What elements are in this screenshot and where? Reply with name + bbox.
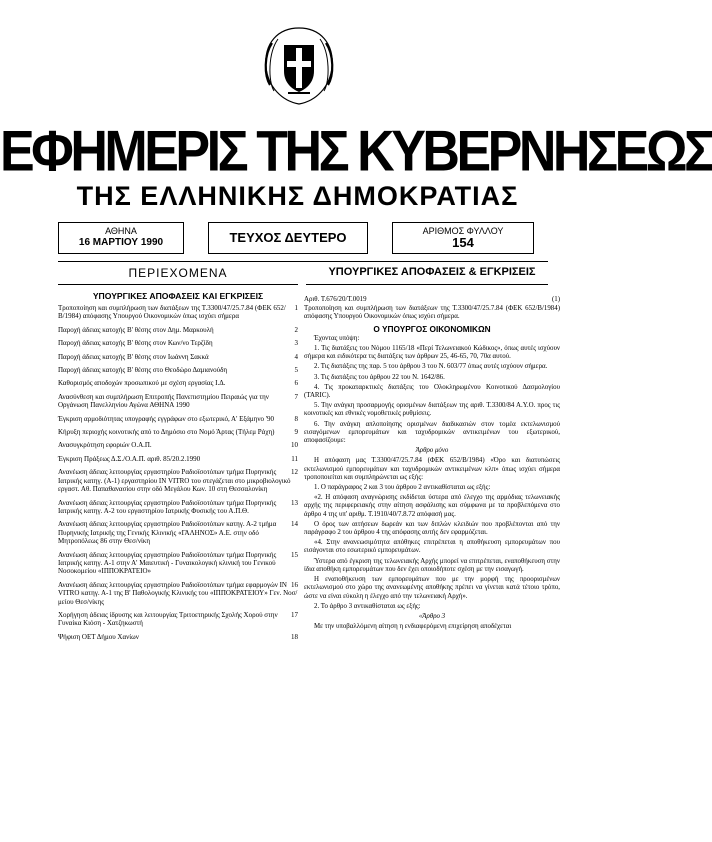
table-of-contents — [58, 304, 298, 646]
toc-entry-page: 8 — [294, 414, 298, 423]
toc-entry — [58, 366, 298, 374]
minister-heading: Ο ΥΠΟΥΡΓΟΣ ΟΙΚΟΝΟΜΙΚΩΝ — [373, 323, 491, 334]
toc-entry-page: 1 — [294, 304, 298, 312]
having-regard: Έχοντας υπόψη: — [314, 334, 360, 342]
gazette-title: ΕΦΗΜΕΡΙΣ ΤΗΣ ΚΥΒΕΡΝΗΣΕΩΣ — [0, 120, 712, 184]
sheet-number: 154 — [452, 235, 474, 250]
para-1: 1. Τις διατάξεις του Νόμου 1165/18 «Περί Τελωνειακού Κώδικος», όπως αυτές ισχύουν σήμερα και ειδικότερα τις διατάξεις των άρθρων 25, 46-65, 70, 70α αυτού. — [304, 345, 560, 361]
issue-date-box — [58, 222, 184, 254]
toc-entry-text: Παροχή άδειας κατοχής Β' θέσης στον Ιωάννη Σακκά — [58, 352, 209, 361]
sheet-number-box — [392, 222, 534, 254]
toc-entry — [58, 581, 298, 606]
amend-4: «4. Στην ανανεωσιμότητα απόθηκες επιτρέπεται η αποθήκευση εμπορευμάτων που εισάγονται στο εσωτερικό εμπορευμάτων. — [304, 539, 560, 555]
toc-entry-page: 7 — [294, 392, 298, 401]
toc-entry-page: 6 — [294, 379, 298, 388]
toc-entry-text: Παροχή άδειας κατοχής Β' θέσης στον Κων/νο Τερζίδη — [58, 339, 213, 348]
section-heading: ΥΠΟΥΡΓΙΚΕΣ ΑΠΟΦΑΣΕΙΣ & ΕΓΚΡΙΣΕΙΣ — [328, 266, 536, 278]
toc-entry-text: Ανασυγκρότηση εφοριών Ο.Α.Π. — [58, 441, 152, 450]
gazette-subtitle: ΤΗΣ ΕΛΛΗΝΙΚΗΣ ΔΗΜΟΚΡΑΤΙΑΣ — [76, 181, 519, 211]
toc-heading: ΠΕΡΙΕΧΟΜΕΝΑ — [128, 266, 228, 280]
para-4: 4. Τις προκαταρκτικές διατάξεις του Ολοκληρωμένου Κοινοτικού Δασμολογίου (ΤΑRIC). — [304, 383, 560, 400]
toc-entry-page: 16 — [291, 580, 298, 589]
toc-entry-text: Ανανέωση άδειας λειτουργίας εργαστηρίου Ραδιοϊσοτόπων τμήμα Πυρηνικής Ιατρικής κατηγ. Α-2 του εργαστηρίου Ιατρικής Φυσικής του Α.Π.Θ. — [58, 498, 277, 515]
toc-entry-text: Έγκριση αρμοδιότητας υπογραφής εγγράφων στο εξωτερικό, Α' Εξάμηνο '90 — [58, 414, 275, 423]
toc-heading-rule — [58, 284, 298, 285]
toc-entry — [58, 633, 298, 641]
decision-ref-number: (1) — [551, 296, 560, 303]
toc-entry — [58, 428, 298, 436]
toc-entry-page: 10 — [291, 441, 298, 450]
toc-entry — [58, 468, 298, 493]
toc-entry — [58, 339, 298, 347]
toc-entry-text: Χορήγηση άδειας ίδρυσης και λειτουργίας Τριτοετηρικής Σχολής Χορού στην Γυναίκα Κιόση - Χατζηκωστή — [58, 610, 278, 628]
toc-entry — [58, 304, 298, 321]
amend-3: Ο όρος των αιτήσεων δωρεάν και των διπλών κλειδιών που προβλέπονται από την παράγραφο 2 του άρθρου 4 της απόφασης αυτής δεν εφαρμόζεται. — [304, 520, 560, 537]
toc-entry — [58, 551, 298, 576]
amend-9: Με την υποβαλλόμενη αίτηση η ενδιαφερόμενη επιχείρηση αποδέχεται — [314, 623, 512, 631]
toc-entry — [58, 326, 298, 334]
issue-city: ΑΘΗΝΑ — [105, 226, 137, 236]
toc-entry-page: 4 — [294, 352, 298, 361]
toc-entry-text: Καθορισμός αποδοχών προσωπικού με σχέση εργασίας Ι.Δ. — [58, 379, 226, 388]
toc-entry — [58, 415, 298, 423]
article-3-title: «Άρθρο 3 — [418, 612, 446, 620]
amend-6: Η εναποθήκευση των εμπορευμάτων που με την μορφή της προορισμένων εκτελωνισμού στο χώρο της ανανεωμένης αποθήκης πρέπει να γίνεται κατά τέτοιο τρόπο, ώστε να είναι εύκολη η έλεγχο από την τελωνειακή Αρχή». — [304, 576, 560, 600]
coat-of-arms-emblem — [258, 25, 340, 107]
toc-entry-text: Ανανέωση άδειας λειτουργίας εργαστηρίου Ραδιοϊσοτόπων κατηγ. Α-2 τμήμα Πυρηνικής Ιατρικής της Γενικής Κλινικής «ΓΑΛΗΝΟΣ» Α.Ε. στην οδό Μητροπόλεως 86 στην Θεσ/νίκη — [58, 520, 277, 546]
article-text: Η απόφαση μας Τ.3300/47/25.7.84 (ΦΕΚ 652/Β/1984) «Όρο και διατυπώσεις εκτελωνισμού εμπορευμάτων και ταχυδρομικών αντικειμένων κλπ» όπως ισχύει σήμερα τροποποιείται και συμπληρώνεται ως εξής: — [304, 457, 560, 481]
toc-entry-text: Ανασύνθεση και συμπλήρωση Επιτροπής Πανεπιστημίου Πειραιώς για την Οργάνωση Πανελληνίου Αγώνα ΑΘΗΝΑ 1990 — [58, 392, 269, 410]
toc-entry-page: 13 — [291, 498, 298, 507]
toc-entry-text: Τροποποίηση και συμπλήρωση των διατάξεων της Τ.3300/47/25.7.84 (ΦΕΚ 652/Β/1984) απόφασης Υπουργού Οικονομικών όπως ισχύει σήμερα — [58, 304, 286, 321]
toc-entry-page: 15 — [291, 550, 298, 559]
toc-entry-text: Παροχή άδειας κατοχής Β' θέσης στο Θεοδώρο Δαμιανούδη — [58, 366, 228, 375]
toc-entry — [58, 441, 298, 449]
amend-5: Ύστερα από έγκριση της τελωνειακής Αρχής μπορεί να επιτρέπεται, εναποθήκευση στην ίδια αποθήκη εμπορευμάτων που δεν έχει οποιοδήποτε σχέση με την εισαγωγή. — [304, 557, 560, 573]
header-rule — [58, 261, 548, 262]
toc-entry — [58, 611, 298, 628]
article-title: Άρθρο μόνο — [415, 447, 449, 455]
toc-entry-page: 9 — [294, 428, 298, 437]
toc-entry-text: Έγκριση Πράξεως Δ.Σ./Ο.Α.Π. αριθ. 85/20.2.1990 — [58, 454, 201, 463]
toc-entry-text: Ανανέωση άδειας λειτουργίας εργαστηρίου Ραδιοϊσοτόπων τμήμα Πυρηνικής Ιατρικής κατηγ. (Α-1) εργαστηρίου IN VITRO του στεγάζεται στο μικροβιολογικό εργαστ. Αθ. Παπαθανασίου στην οδό Μεγάλου Κων. 10 στη Θεσσαλονίκη — [58, 468, 291, 494]
toc-entry-page: 5 — [294, 366, 298, 375]
toc-entry-text: Κήρυξη περιοχής κοινοτικής από το Δημόσιο στο Νομό Άρτας (Τήλεμ Ράχη) — [58, 428, 275, 437]
issue-type-box: ΤΕΥΧΟΣ ΔΕΥΤΕΡΟ — [208, 222, 368, 254]
decision-ref-line — [304, 296, 560, 304]
toc-entry — [58, 379, 298, 387]
section-heading-rule — [306, 284, 548, 285]
amend-7: 2. Το άρθρο 3 αντικαθίσταται ως εξής: — [314, 602, 421, 610]
toc-entry-text: Ψήφιση ΟΕΤ Δήμου Χανίων — [58, 632, 139, 641]
toc-entry — [58, 499, 298, 516]
toc-entry-text: Ανανέωση άδειας λειτουργίας εργαστηρίου Ραδιοϊσοτόπων τμήμα εφαρμογών IN VITRO κατηγ. Α-1 της Β' Παθολογικής Κλινικής του «ΙΠΠΟΚΡΑΤΕΙΟΥ» Γεν. Νοσ/μείου Θεσ/νίκης — [58, 580, 298, 606]
toc-entry-page: 12 — [291, 468, 298, 477]
article-column — [304, 296, 560, 633]
decision-ref: Αριθ. Τ.676/20/Τ.0019 — [304, 296, 367, 303]
amend-2: «2. Η απόφαση αναγνώρισης εκδίδεται ύστερα από έλεγχο της αρμόδιας τελωνειακής αρχής της περιφερειακής στην αίτηση ασφάλισης και σύμφωνα με τα προβλεπόμενα στο άρθρο 4 της υπ' αριθμ. Τ.1910/40/7.8.72 απόφασή μας. — [304, 494, 560, 518]
toc-entry-page: 18 — [291, 632, 298, 641]
para-3: 3. Τις διατάξεις του άρθρου 22 του Ν. 1642/86. — [314, 373, 445, 381]
amend-1: 1. Ο παράγραφος 2 και 3 του άρθρου 2 αντικαθίσταται ως εξής: — [314, 484, 491, 492]
toc-entry-text: Παροχή άδειας κατοχής Β' θέσης στον Δημ. Μαρκουλή — [58, 325, 214, 334]
toc-entry-page: 11 — [291, 454, 298, 463]
para-5: 5. Την ανάγκη προσαρμογής ορισμένων διατάξεων της αριθ. Τ.3300/84 Α.Υ.Ο. προς τις κοινοτικές και εθνικές νομοθετικές ρυθμίσεις. — [304, 402, 560, 418]
toc-subheading: ΥΠΟΥΡΓΙΚΕΣ ΑΠΟΦΑΣΕΙΣ ΚΑΙ ΕΓΚΡΙΣΕΙΣ — [92, 291, 264, 301]
toc-entry-page: 2 — [294, 325, 298, 334]
toc-entry — [58, 353, 298, 361]
decision-intro: Τροποποίηση και συμπλήρωση των διατάξεων της Τ.3300/47/25.7.84 (ΦΕΚ 652/Β/1984) απόφασης Υπουργού Οικονομικών όπως ισχύει σήμερα. — [304, 305, 560, 321]
toc-entry-text: Ανανέωση άδειας λειτουργίας εργαστηρίου Ραδιοϊσοτόπων τμήμα Πυρηνικής Ιατρικής κατηγ. Α-1 στην Α' Μαιευτική - Γυναικολογική κλινική του Γενικού Νοσοκομείου «ΙΠΠΟΚΡΑΤΕΙΟ» — [58, 550, 277, 576]
issue-date: 16 ΜΑΡΤΙΟΥ 1990 — [78, 237, 164, 248]
toc-entry — [58, 393, 298, 410]
toc-entry-page: 3 — [294, 339, 298, 348]
toc-entry-page: 14 — [291, 520, 298, 529]
sheet-label: ΑΡΙΘΜΟΣ ΦΥΛΛΟΥ — [422, 226, 504, 236]
toc-entry — [58, 520, 298, 545]
toc-entry-page: 17 — [291, 610, 298, 619]
toc-entry — [58, 455, 298, 463]
para-2: 2. Τις διατάξεις της παρ. 5 του άρθρου 3 του Ν. 603/77 όπως αυτές ισχύουν σήμερα. — [314, 363, 548, 371]
para-6: 6. Την ανάγκη απλοποίησης ορισμένων διαδικασιών στον τομέα εκτελωνισμού εισαγόμενων εμπορευμάτων και ταχυδρομικών αντικειμένων του εξωτερικού, αποφασίζουμε: — [304, 420, 560, 445]
